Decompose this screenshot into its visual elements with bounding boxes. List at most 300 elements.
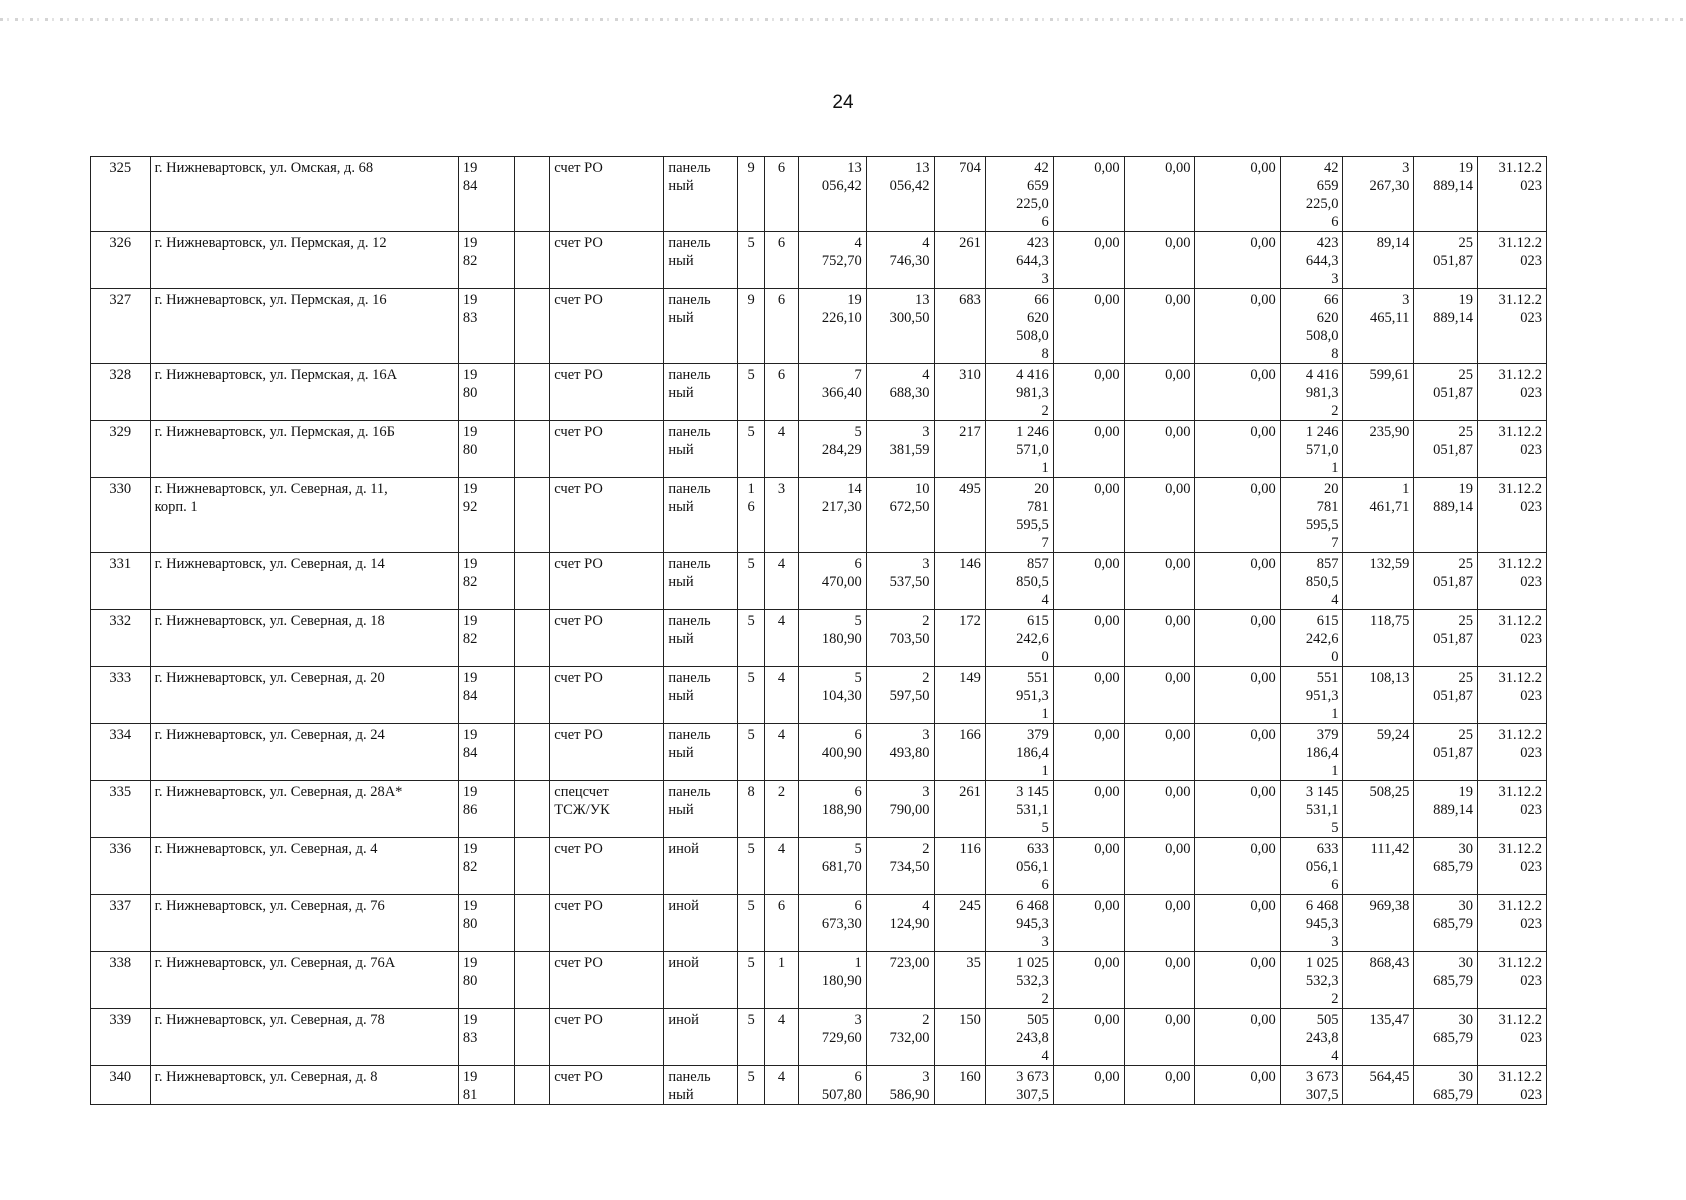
fund-source-2-cell: 0,00: [1124, 478, 1195, 553]
total-area-cell: 6 188,90: [798, 781, 866, 838]
residents-cell: 704: [934, 157, 985, 232]
repair-cost-cell: 423 644,3 3: [985, 232, 1053, 289]
fund-method-cell: счет РО: [550, 1066, 664, 1105]
fund-method-cell: счет РО: [550, 421, 664, 478]
total-area-cell: 5 681,70: [798, 838, 866, 895]
fund-source-3-cell: 0,00: [1195, 610, 1280, 667]
floors-cell: 5: [738, 232, 765, 289]
fund-source-2-cell: 0,00: [1124, 952, 1195, 1009]
floors-cell: 9: [738, 289, 765, 364]
fund-source-2-cell: 0,00: [1124, 1066, 1195, 1105]
repair-cost-total-cell: 6 468 945,3 3: [1280, 895, 1343, 952]
floors-cell: 5: [738, 838, 765, 895]
fund-source-3-cell: 0,00: [1195, 1066, 1280, 1105]
cost-limit-cell: 25 051,87: [1414, 724, 1478, 781]
repair-cost-total-cell: 3 673 307,5: [1280, 1066, 1343, 1105]
residents-cell: 35: [934, 952, 985, 1009]
address-cell: г. Нижневартовск, ул. Пермская, д. 16: [150, 289, 458, 364]
fund-source-1-cell: 0,00: [1053, 667, 1124, 724]
floors-cell: 5: [738, 667, 765, 724]
floors-cell: 5: [738, 553, 765, 610]
empty-cell: [515, 421, 550, 478]
cost-per-m2-cell: 969,38: [1343, 895, 1414, 952]
fund-source-1-cell: 0,00: [1053, 724, 1124, 781]
cost-limit-cell: 25 051,87: [1414, 667, 1478, 724]
repair-cost-total-cell: 3 145 531,1 5: [1280, 781, 1343, 838]
repair-cost-cell: 1 025 532,3 2: [985, 952, 1053, 1009]
living-area-cell: 4 746,30: [866, 232, 934, 289]
total-area-cell: 4 752,70: [798, 232, 866, 289]
entrances-cell: 4: [764, 1009, 798, 1066]
residents-cell: 245: [934, 895, 985, 952]
cost-limit-cell: 25 051,87: [1414, 232, 1478, 289]
living-area-cell: 4 688,30: [866, 364, 934, 421]
deadline-cell: 31.12.2 023: [1478, 1009, 1547, 1066]
deadline-cell: 31.12.2 023: [1478, 421, 1547, 478]
residents-cell: 261: [934, 232, 985, 289]
total-area-cell: 5 284,29: [798, 421, 866, 478]
deadline-cell: 31.12.2 023: [1478, 838, 1547, 895]
repair-cost-total-cell: 1 246 571,0 1: [1280, 421, 1343, 478]
fund-source-1-cell: 0,00: [1053, 952, 1124, 1009]
wall-material-cell: панель ный: [664, 478, 738, 553]
cost-per-m2-cell: 1 461,71: [1343, 478, 1414, 553]
fund-source-3-cell: 0,00: [1195, 895, 1280, 952]
floors-cell: 8: [738, 781, 765, 838]
row-number-cell: 338: [91, 952, 151, 1009]
table-row: [91, 952, 1547, 1009]
table-row: [91, 610, 1547, 667]
page-number: 24: [832, 92, 854, 113]
commission-year-cell: 19 82: [458, 610, 515, 667]
total-area-cell: 6 673,30: [798, 895, 866, 952]
cost-limit-cell: 19 889,14: [1414, 478, 1478, 553]
cost-per-m2-cell: 3 465,11: [1343, 289, 1414, 364]
entrances-cell: 1: [764, 952, 798, 1009]
cost-per-m2-cell: 3 267,30: [1343, 157, 1414, 232]
total-area-cell: 5 104,30: [798, 667, 866, 724]
table-row: [91, 781, 1547, 838]
fund-source-1-cell: 0,00: [1053, 610, 1124, 667]
total-area-cell: 14 217,30: [798, 478, 866, 553]
address-cell: г. Нижневартовск, ул. Омская, д. 68: [150, 157, 458, 232]
fund-source-2-cell: 0,00: [1124, 421, 1195, 478]
empty-cell: [515, 838, 550, 895]
fund-source-3-cell: 0,00: [1195, 553, 1280, 610]
deadline-cell: 31.12.2 023: [1478, 667, 1547, 724]
empty-cell: [515, 610, 550, 667]
fund-method-cell: счет РО: [550, 724, 664, 781]
residents-cell: 310: [934, 364, 985, 421]
deadline-cell: 31.12.2 023: [1478, 781, 1547, 838]
address-cell: г. Нижневартовск, ул. Северная, д. 24: [150, 724, 458, 781]
repair-cost-total-cell: 857 850,5 4: [1280, 553, 1343, 610]
address-cell: г. Нижневартовск, ул. Северная, д. 76: [150, 895, 458, 952]
repair-cost-cell: 42 659 225,0 6: [985, 157, 1053, 232]
total-area-cell: 7 366,40: [798, 364, 866, 421]
fund-source-1-cell: 0,00: [1053, 895, 1124, 952]
fund-method-cell: счет РО: [550, 364, 664, 421]
residents-cell: 683: [934, 289, 985, 364]
residents-cell: 172: [934, 610, 985, 667]
address-cell: г. Нижневартовск, ул. Северная, д. 8: [150, 1066, 458, 1105]
living-area-cell: 2 732,00: [866, 1009, 934, 1066]
repair-cost-cell: 633 056,1 6: [985, 838, 1053, 895]
repair-cost-cell: 3 673 307,5: [985, 1066, 1053, 1105]
table-row: [91, 667, 1547, 724]
fund-source-2-cell: 0,00: [1124, 232, 1195, 289]
table-row: [91, 478, 1547, 553]
table-row: [91, 232, 1547, 289]
wall-material-cell: иной: [664, 952, 738, 1009]
commission-year-cell: 19 82: [458, 838, 515, 895]
fund-source-3-cell: 0,00: [1195, 232, 1280, 289]
row-number-cell: 325: [91, 157, 151, 232]
address-cell: г. Нижневартовск, ул. Северная, д. 76А: [150, 952, 458, 1009]
row-number-cell: 336: [91, 838, 151, 895]
floors-cell: 1 6: [738, 478, 765, 553]
repair-cost-total-cell: 20 781 595,5 7: [1280, 478, 1343, 553]
commission-year-cell: 19 86: [458, 781, 515, 838]
empty-cell: [515, 724, 550, 781]
row-number-cell: 334: [91, 724, 151, 781]
living-area-cell: 3 790,00: [866, 781, 934, 838]
total-area-cell: 6 470,00: [798, 553, 866, 610]
cost-limit-cell: 19 889,14: [1414, 289, 1478, 364]
cost-limit-cell: 19 889,14: [1414, 157, 1478, 232]
table-row: [91, 1009, 1547, 1066]
wall-material-cell: иной: [664, 1009, 738, 1066]
fund-source-2-cell: 0,00: [1124, 781, 1195, 838]
wall-material-cell: панель ный: [664, 289, 738, 364]
row-number-cell: 326: [91, 232, 151, 289]
residents-cell: 160: [934, 1066, 985, 1105]
repair-cost-cell: 4 416 981,3 2: [985, 364, 1053, 421]
wall-material-cell: панель ный: [664, 157, 738, 232]
entrances-cell: 4: [764, 667, 798, 724]
wall-material-cell: панель ный: [664, 667, 738, 724]
floors-cell: 5: [738, 1066, 765, 1105]
total-area-cell: 5 180,90: [798, 610, 866, 667]
fund-method-cell: счет РО: [550, 610, 664, 667]
cost-per-m2-cell: 111,42: [1343, 838, 1414, 895]
commission-year-cell: 19 82: [458, 553, 515, 610]
repair-cost-total-cell: 551 951,3 1: [1280, 667, 1343, 724]
residents-cell: 166: [934, 724, 985, 781]
fund-method-cell: счет РО: [550, 289, 664, 364]
table-row: [91, 157, 1547, 232]
deadline-cell: 31.12.2 023: [1478, 895, 1547, 952]
commission-year-cell: 19 80: [458, 421, 515, 478]
cost-limit-cell: 25 051,87: [1414, 553, 1478, 610]
floors-cell: 5: [738, 895, 765, 952]
floors-cell: 9: [738, 157, 765, 232]
address-cell: г. Нижневартовск, ул. Пермская, д. 12: [150, 232, 458, 289]
commission-year-cell: 19 84: [458, 157, 515, 232]
fund-method-cell: счет РО: [550, 952, 664, 1009]
wall-material-cell: панель ный: [664, 1066, 738, 1105]
fund-source-3-cell: 0,00: [1195, 421, 1280, 478]
deadline-cell: 31.12.2 023: [1478, 289, 1547, 364]
commission-year-cell: 19 84: [458, 724, 515, 781]
wall-material-cell: панель ный: [664, 781, 738, 838]
commission-year-cell: 19 84: [458, 667, 515, 724]
empty-cell: [515, 157, 550, 232]
repair-cost-cell: 6 468 945,3 3: [985, 895, 1053, 952]
deadline-cell: 31.12.2 023: [1478, 157, 1547, 232]
table-row: [91, 895, 1547, 952]
row-number-cell: 337: [91, 895, 151, 952]
repair-cost-total-cell: 633 056,1 6: [1280, 838, 1343, 895]
cost-per-m2-cell: 868,43: [1343, 952, 1414, 1009]
row-number-cell: 331: [91, 553, 151, 610]
total-area-cell: 6 507,80: [798, 1066, 866, 1105]
residents-cell: 217: [934, 421, 985, 478]
entrances-cell: 4: [764, 553, 798, 610]
entrances-cell: 4: [764, 610, 798, 667]
fund-method-cell: счет РО: [550, 553, 664, 610]
entrances-cell: 6: [764, 289, 798, 364]
address-cell: г. Нижневартовск, ул. Северная, д. 20: [150, 667, 458, 724]
living-area-cell: 3 381,59: [866, 421, 934, 478]
repair-cost-total-cell: 42 659 225,0 6: [1280, 157, 1343, 232]
housing-registry-table: [90, 156, 1547, 1105]
cost-per-m2-cell: 59,24: [1343, 724, 1414, 781]
empty-cell: [515, 1009, 550, 1066]
fund-source-3-cell: 0,00: [1195, 478, 1280, 553]
residents-cell: 116: [934, 838, 985, 895]
living-area-cell: 3 586,90: [866, 1066, 934, 1105]
empty-cell: [515, 1066, 550, 1105]
entrances-cell: 4: [764, 724, 798, 781]
wall-material-cell: иной: [664, 838, 738, 895]
living-area-cell: 2 703,50: [866, 610, 934, 667]
cost-per-m2-cell: 132,59: [1343, 553, 1414, 610]
deadline-cell: 31.12.2 023: [1478, 232, 1547, 289]
empty-cell: [515, 781, 550, 838]
living-area-cell: 4 124,90: [866, 895, 934, 952]
fund-source-3-cell: 0,00: [1195, 667, 1280, 724]
table-row: [91, 838, 1547, 895]
cost-per-m2-cell: 564,45: [1343, 1066, 1414, 1105]
cost-per-m2-cell: 235,90: [1343, 421, 1414, 478]
commission-year-cell: 19 80: [458, 952, 515, 1009]
floors-cell: 5: [738, 724, 765, 781]
repair-cost-total-cell: 4 416 981,3 2: [1280, 364, 1343, 421]
entrances-cell: 3: [764, 478, 798, 553]
deadline-cell: 31.12.2 023: [1478, 1066, 1547, 1105]
deadline-cell: 31.12.2 023: [1478, 610, 1547, 667]
fund-source-3-cell: 0,00: [1195, 952, 1280, 1009]
cost-limit-cell: 19 889,14: [1414, 781, 1478, 838]
repair-cost-cell: 1 246 571,0 1: [985, 421, 1053, 478]
deadline-cell: 31.12.2 023: [1478, 364, 1547, 421]
row-number-cell: 333: [91, 667, 151, 724]
row-number-cell: 327: [91, 289, 151, 364]
fund-source-2-cell: 0,00: [1124, 724, 1195, 781]
floors-cell: 5: [738, 952, 765, 1009]
entrances-cell: 4: [764, 1066, 798, 1105]
cost-limit-cell: 30 685,79: [1414, 838, 1478, 895]
repair-cost-total-cell: 379 186,4 1: [1280, 724, 1343, 781]
commission-year-cell: 19 83: [458, 1009, 515, 1066]
repair-cost-cell: 505 243,8 4: [985, 1009, 1053, 1066]
residents-cell: 150: [934, 1009, 985, 1066]
table-row: [91, 421, 1547, 478]
fund-source-3-cell: 0,00: [1195, 157, 1280, 232]
deadline-cell: 31.12.2 023: [1478, 478, 1547, 553]
wall-material-cell: панель ный: [664, 610, 738, 667]
repair-cost-cell: 20 781 595,5 7: [985, 478, 1053, 553]
address-cell: г. Нижневартовск, ул. Северная, д. 18: [150, 610, 458, 667]
address-cell: г. Нижневартовск, ул. Пермская, д. 16А: [150, 364, 458, 421]
cost-limit-cell: 30 685,79: [1414, 895, 1478, 952]
fund-source-1-cell: 0,00: [1053, 838, 1124, 895]
empty-cell: [515, 667, 550, 724]
fund-source-1-cell: 0,00: [1053, 553, 1124, 610]
row-number-cell: 330: [91, 478, 151, 553]
row-number-cell: 340: [91, 1066, 151, 1105]
fund-source-1-cell: 0,00: [1053, 478, 1124, 553]
living-area-cell: 3 493,80: [866, 724, 934, 781]
repair-cost-total-cell: 66 620 508,0 8: [1280, 289, 1343, 364]
address-cell: г. Нижневартовск, ул. Северная, д. 11, корп. 1: [150, 478, 458, 553]
commission-year-cell: 19 92: [458, 478, 515, 553]
table-row: [91, 553, 1547, 610]
wall-material-cell: панель ный: [664, 232, 738, 289]
living-area-cell: 13 056,42: [866, 157, 934, 232]
wall-material-cell: панель ный: [664, 724, 738, 781]
row-number-cell: 332: [91, 610, 151, 667]
residents-cell: 146: [934, 553, 985, 610]
commission-year-cell: 19 83: [458, 289, 515, 364]
repair-cost-cell: 66 620 508,0 8: [985, 289, 1053, 364]
wall-material-cell: панель ный: [664, 553, 738, 610]
living-area-cell: 13 300,50: [866, 289, 934, 364]
cost-per-m2-cell: 135,47: [1343, 1009, 1414, 1066]
fund-method-cell: счет РО: [550, 478, 664, 553]
fund-source-3-cell: 0,00: [1195, 364, 1280, 421]
total-area-cell: 3 729,60: [798, 1009, 866, 1066]
residents-cell: 149: [934, 667, 985, 724]
deadline-cell: 31.12.2 023: [1478, 553, 1547, 610]
cost-per-m2-cell: 599,61: [1343, 364, 1414, 421]
fund-source-2-cell: 0,00: [1124, 289, 1195, 364]
fund-source-2-cell: 0,00: [1124, 364, 1195, 421]
fund-source-3-cell: 0,00: [1195, 289, 1280, 364]
empty-cell: [515, 232, 550, 289]
deadline-cell: 31.12.2 023: [1478, 952, 1547, 1009]
fund-source-1-cell: 0,00: [1053, 232, 1124, 289]
empty-cell: [515, 478, 550, 553]
entrances-cell: 6: [764, 364, 798, 421]
entrances-cell: 2: [764, 781, 798, 838]
fund-source-1-cell: 0,00: [1053, 781, 1124, 838]
total-area-cell: 1 180,90: [798, 952, 866, 1009]
address-cell: г. Нижневартовск, ул. Северная, д. 14: [150, 553, 458, 610]
fund-method-cell: счет РО: [550, 667, 664, 724]
residents-cell: 261: [934, 781, 985, 838]
empty-cell: [515, 289, 550, 364]
living-area-cell: 2 597,50: [866, 667, 934, 724]
cost-limit-cell: 30 685,79: [1414, 952, 1478, 1009]
entrances-cell: 4: [764, 838, 798, 895]
fund-source-2-cell: 0,00: [1124, 895, 1195, 952]
cost-limit-cell: 30 685,79: [1414, 1066, 1478, 1105]
fund-source-2-cell: 0,00: [1124, 157, 1195, 232]
total-area-cell: 6 400,90: [798, 724, 866, 781]
empty-cell: [515, 364, 550, 421]
cost-per-m2-cell: 108,13: [1343, 667, 1414, 724]
fund-source-1-cell: 0,00: [1053, 1066, 1124, 1105]
total-area-cell: 13 056,42: [798, 157, 866, 232]
table-row: [91, 364, 1547, 421]
fund-source-2-cell: 0,00: [1124, 553, 1195, 610]
residents-cell: 495: [934, 478, 985, 553]
entrances-cell: 6: [764, 895, 798, 952]
floors-cell: 5: [738, 364, 765, 421]
fund-source-1-cell: 0,00: [1053, 289, 1124, 364]
row-number-cell: 328: [91, 364, 151, 421]
fund-method-cell: счет РО: [550, 232, 664, 289]
fund-source-3-cell: 0,00: [1195, 838, 1280, 895]
fund-method-cell: счет РО: [550, 838, 664, 895]
wall-material-cell: панель ный: [664, 421, 738, 478]
commission-year-cell: 19 82: [458, 232, 515, 289]
repair-cost-total-cell: 615 242,6 0: [1280, 610, 1343, 667]
empty-cell: [515, 553, 550, 610]
living-area-cell: 10 672,50: [866, 478, 934, 553]
row-number-cell: 329: [91, 421, 151, 478]
repair-cost-cell: 3 145 531,1 5: [985, 781, 1053, 838]
living-area-cell: 3 537,50: [866, 553, 934, 610]
living-area-cell: 2 734,50: [866, 838, 934, 895]
cost-per-m2-cell: 89,14: [1343, 232, 1414, 289]
commission-year-cell: 19 80: [458, 364, 515, 421]
wall-material-cell: панель ный: [664, 364, 738, 421]
floors-cell: 5: [738, 1009, 765, 1066]
floors-cell: 5: [738, 421, 765, 478]
address-cell: г. Нижневартовск, ул. Северная, д. 4: [150, 838, 458, 895]
address-cell: г. Нижневартовск, ул. Пермская, д. 16Б: [150, 421, 458, 478]
fund-source-1-cell: 0,00: [1053, 364, 1124, 421]
cost-limit-cell: 25 051,87: [1414, 364, 1478, 421]
row-number-cell: 339: [91, 1009, 151, 1066]
total-area-cell: 19 226,10: [798, 289, 866, 364]
entrances-cell: 6: [764, 157, 798, 232]
address-cell: г. Нижневартовск, ул. Северная, д. 78: [150, 1009, 458, 1066]
entrances-cell: 6: [764, 232, 798, 289]
repair-cost-cell: 857 850,5 4: [985, 553, 1053, 610]
fund-source-3-cell: 0,00: [1195, 1009, 1280, 1066]
empty-cell: [515, 895, 550, 952]
commission-year-cell: 19 80: [458, 895, 515, 952]
fund-method-cell: счет РО: [550, 895, 664, 952]
fund-source-2-cell: 0,00: [1124, 838, 1195, 895]
commission-year-cell: 19 81: [458, 1066, 515, 1105]
empty-cell: [515, 952, 550, 1009]
fund-source-2-cell: 0,00: [1124, 1009, 1195, 1066]
repair-cost-cell: 551 951,3 1: [985, 667, 1053, 724]
fund-method-cell: счет РО: [550, 157, 664, 232]
table-row: [91, 724, 1547, 781]
deadline-cell: 31.12.2 023: [1478, 724, 1547, 781]
cost-limit-cell: 30 685,79: [1414, 1009, 1478, 1066]
entrances-cell: 4: [764, 421, 798, 478]
cost-limit-cell: 25 051,87: [1414, 421, 1478, 478]
repair-cost-total-cell: 423 644,3 3: [1280, 232, 1343, 289]
fund-source-1-cell: 0,00: [1053, 157, 1124, 232]
